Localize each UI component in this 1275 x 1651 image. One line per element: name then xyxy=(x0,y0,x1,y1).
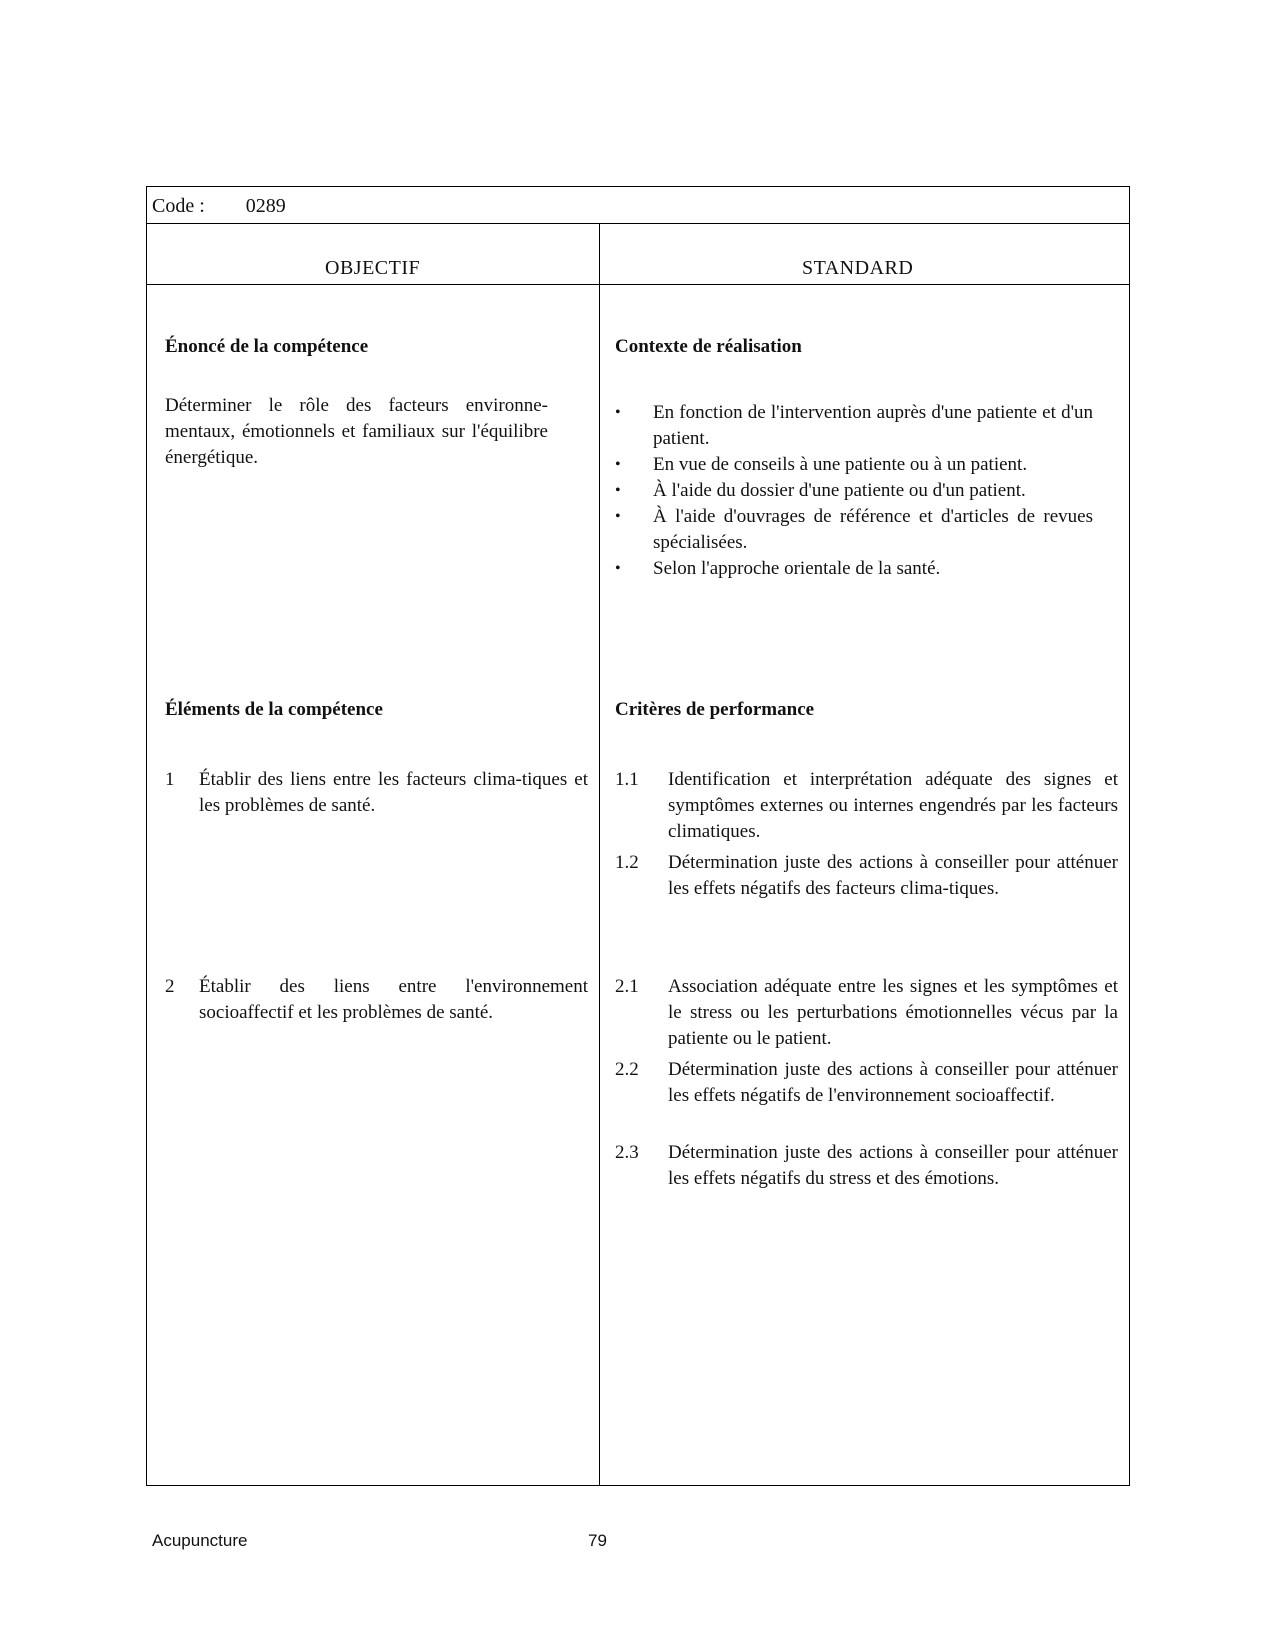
bullet-icon: • xyxy=(615,508,621,525)
critere-1-1 xyxy=(615,767,1118,845)
list-item: • À l'aide d'ouvrages de référence et d'articles de revues spécialisées. xyxy=(615,506,1093,553)
critere-text: Association adéquate entre les signes et les symptômes et le stress ou les perturbations émotionnelles vécus par la patiente ou le patient. xyxy=(668,976,1118,1049)
element-number: 1 xyxy=(165,769,175,790)
code-value: 0289 xyxy=(245,195,286,217)
bullet-icon: • xyxy=(615,482,621,499)
bullet-icon: • xyxy=(615,404,621,421)
critere-number: 1.2 xyxy=(615,852,639,873)
footer-title: Acupuncture xyxy=(152,1531,248,1550)
critere-number: 1.1 xyxy=(615,769,639,790)
list-item: • À l'aide du dossier d'une patiente ou d'un patient. xyxy=(615,478,1093,504)
enonce-title: Énoncé de la compétence xyxy=(165,336,369,357)
critere-2-3 xyxy=(615,1140,1118,1192)
objectif-header: OBJECTIF xyxy=(325,257,421,279)
element-number: 2 xyxy=(165,976,175,997)
list-item: • En fonction de l'intervention auprès d'une patiente et d'un patient. xyxy=(615,402,1093,449)
bullet-icon: • xyxy=(615,560,621,577)
code-row-divider xyxy=(146,223,1130,224)
critere-text: Détermination juste des actions à conseiller pour atténuer les effets négatifs de l'environnement socioaffectif. xyxy=(668,1059,1118,1106)
enonce-text: Déterminer le rôle des facteurs environne-mentaux, émotionnels et familiaux sur l'équilibre énergétique. xyxy=(165,395,548,468)
code-field xyxy=(152,193,286,219)
critere-1-2 xyxy=(615,850,1118,902)
header-row-divider xyxy=(146,284,1130,285)
standard-header: STANDARD xyxy=(802,257,914,279)
column-divider xyxy=(599,223,600,1486)
critere-2-2 xyxy=(615,1057,1118,1109)
critere-number: 2.1 xyxy=(615,976,639,997)
code-label: Code : xyxy=(152,195,205,217)
contexte-title: Contexte de réalisation xyxy=(615,336,802,357)
element-text: Établir des liens entre les facteurs clima-tiques et les problèmes de santé. xyxy=(199,769,588,816)
critere-text: Détermination juste des actions à conseiller pour atténuer les effets négatifs des facteurs clima-tiques. xyxy=(668,852,1118,899)
critere-text: Identification et interprétation adéquate des signes et symptômes externes ou internes engendrés par les facteurs climatiques. xyxy=(668,769,1118,842)
critere-number: 2.3 xyxy=(615,1142,639,1163)
footer-page-number: 79 xyxy=(588,1531,607,1550)
element-1 xyxy=(165,767,588,819)
element-2 xyxy=(165,974,588,1026)
critere-number: 2.2 xyxy=(615,1059,639,1080)
bullet-icon: • xyxy=(615,456,621,473)
list-item: • En vue de conseils à une patiente ou à un patient. xyxy=(615,452,1093,478)
element-text: Établir des liens entre l'environnement socioaffectif et les problèmes de santé. xyxy=(199,976,588,1023)
critere-text: Détermination juste des actions à conseiller pour atténuer les effets négatifs du stress et des émotions. xyxy=(668,1142,1118,1189)
list-item: • Selon l'approche orientale de la santé. xyxy=(615,556,1093,582)
critere-2-1 xyxy=(615,974,1118,1052)
elements-title: Éléments de la compétence xyxy=(165,699,383,720)
criteres-title: Critères de performance xyxy=(615,699,815,720)
contexte-list xyxy=(615,400,1093,582)
